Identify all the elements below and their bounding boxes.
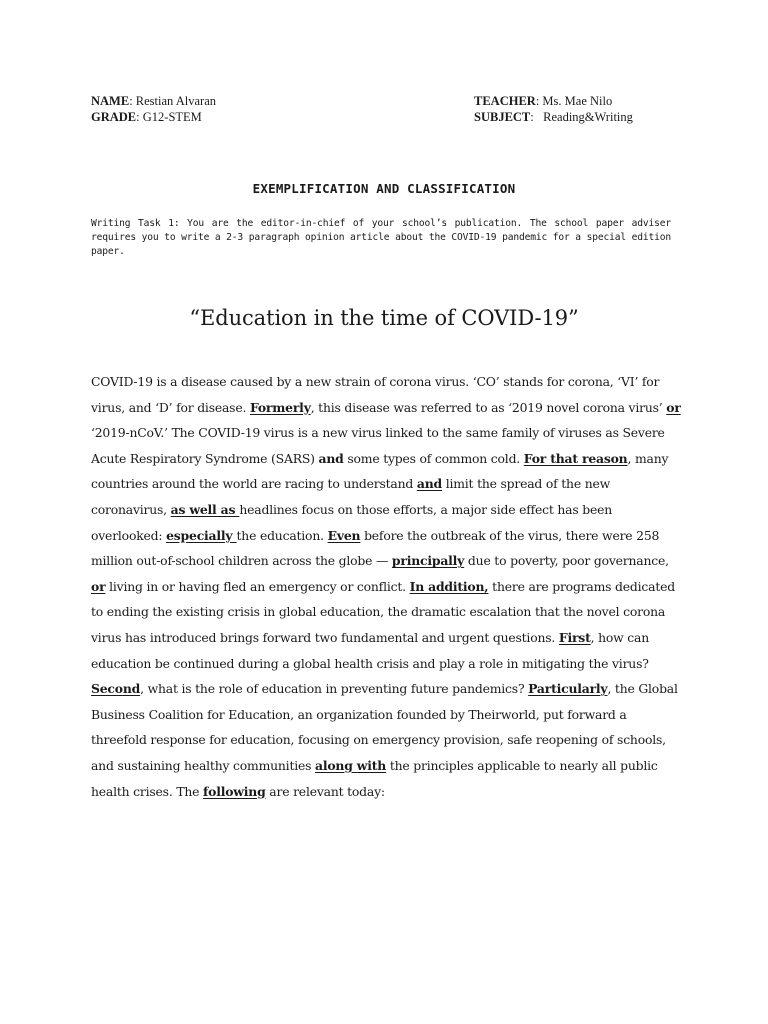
article-line [91, 523, 691, 549]
subject-label: SUBJECT [474, 110, 531, 124]
article-text: before the outbreak of the virus, there were 258 [360, 527, 660, 543]
article-line [91, 369, 691, 395]
article-line [91, 574, 691, 600]
article-line [91, 420, 691, 446]
article-line [91, 497, 691, 523]
grade-value: : G12-STEM [136, 110, 202, 124]
article-text: there are programs dedicated [488, 578, 675, 594]
transition-keyword: For that reason [523, 450, 628, 466]
transition-keyword: and [318, 450, 344, 466]
article-line [91, 753, 691, 779]
article-body [91, 369, 691, 804]
article-line [91, 446, 691, 472]
article-line [91, 779, 691, 805]
article-line [91, 727, 691, 753]
article-text: coronavirus, [91, 501, 171, 517]
article-line [91, 548, 691, 574]
article-text: ‘2019-nCoV.’ The COVID-19 virus is a new virus linked to the same family of viruses as Severe [91, 425, 665, 441]
article-text: , this disease was referred to as ‘2019 novel corona virus’ [310, 399, 667, 415]
teacher-value: : Ms. Mae Nilo [535, 94, 613, 108]
article-line [91, 651, 691, 677]
transition-keyword: Formerly [249, 399, 311, 415]
article-text: health crises. The [91, 783, 204, 799]
transition-keyword: First [558, 629, 591, 645]
article-text: the education. [236, 527, 328, 543]
article-text: countries around the world are racing to understand [91, 476, 417, 492]
article-text: to ending the existing crisis in global education, the dramatic escalation that the novel corona [91, 604, 666, 620]
teacher-field [474, 93, 612, 109]
article-text: , what is the role of education in preventing future pandemics? [140, 681, 529, 697]
article-text: , the Global [607, 681, 678, 697]
document-title: EXEMPLIFICATION AND CLASSIFICATION [252, 181, 516, 196]
transition-keyword: especially [166, 527, 237, 543]
transition-keyword: following [203, 783, 266, 799]
transition-keyword: and [416, 476, 442, 492]
article-text: limit the spread of the new [441, 476, 611, 492]
article-text: , how can [590, 629, 649, 645]
transition-keyword: or [666, 399, 681, 415]
article-text: living in or having fled an emergency or conflict. [105, 578, 410, 594]
article-text: headlines focus on those efforts, a major side effect has been [239, 501, 613, 517]
article-text: virus, and ‘D’ for disease. [91, 399, 250, 415]
writing-task-instructions: Writing Task 1: You are the editor-in-chief of your school’s publication. The school paper adviser requires you to write a 2-3 paragraph opinion article about the COVID-19 pandemic for a special edition paper. [91, 218, 671, 257]
subject-value: : Reading&Writing [530, 110, 633, 124]
article-text: Business Coalition for Education, an organization founded by Theirworld, put forward a [91, 706, 627, 722]
article-text: threefold response for education, focusing on emergency provision, safe reopening of schools, [91, 732, 666, 748]
name-field [91, 93, 216, 109]
transition-keyword: or [91, 578, 106, 594]
article-title: “Education in the time of COVID-19” [189, 306, 579, 330]
transition-keyword: as well as [170, 501, 240, 517]
article-text: Acute Respiratory Syndrome (SARS) [91, 450, 319, 466]
name-value: : Restian Alvaran [129, 94, 216, 108]
teacher-label: TEACHER [474, 94, 536, 108]
transition-keyword: principally [391, 553, 465, 569]
article-line [91, 599, 691, 625]
name-label: NAME [91, 94, 130, 108]
article-text: COVID-19 is a disease caused by a new strain of corona virus. ‘CO’ stands for corona, ‘VI’ for [91, 374, 660, 389]
article-text: due to poverty, poor governance, [464, 553, 669, 569]
transition-keyword: Even [327, 527, 361, 543]
transition-keyword: Particularly [528, 681, 608, 697]
article-text: the principles applicable to nearly all public [386, 757, 658, 773]
article-text: education be continued during a global health crisis and play a role in mitigating the virus? [91, 655, 649, 671]
transition-keyword: along with [315, 757, 387, 773]
article-text: million out-of-school children across the globe — [91, 553, 392, 569]
transition-keyword: In addition, [409, 578, 489, 594]
article-line [91, 625, 691, 651]
article-line [91, 471, 691, 497]
article-text: and sustaining healthy communities [91, 757, 316, 773]
transition-keyword: Second [91, 681, 141, 697]
article-text: virus has introduced brings forward two fundamental and urgent questions. [91, 629, 559, 645]
article-line [91, 702, 691, 728]
grade-field [91, 109, 202, 125]
subject-field [474, 109, 633, 125]
article-text: overlooked: [91, 527, 167, 543]
article-line [91, 395, 691, 421]
grade-label: GRADE [91, 110, 137, 124]
article-text: some types of common cold. [343, 450, 524, 466]
article-text: , many [627, 450, 669, 466]
article-line [91, 676, 691, 702]
article-text: are relevant today: [265, 783, 385, 799]
